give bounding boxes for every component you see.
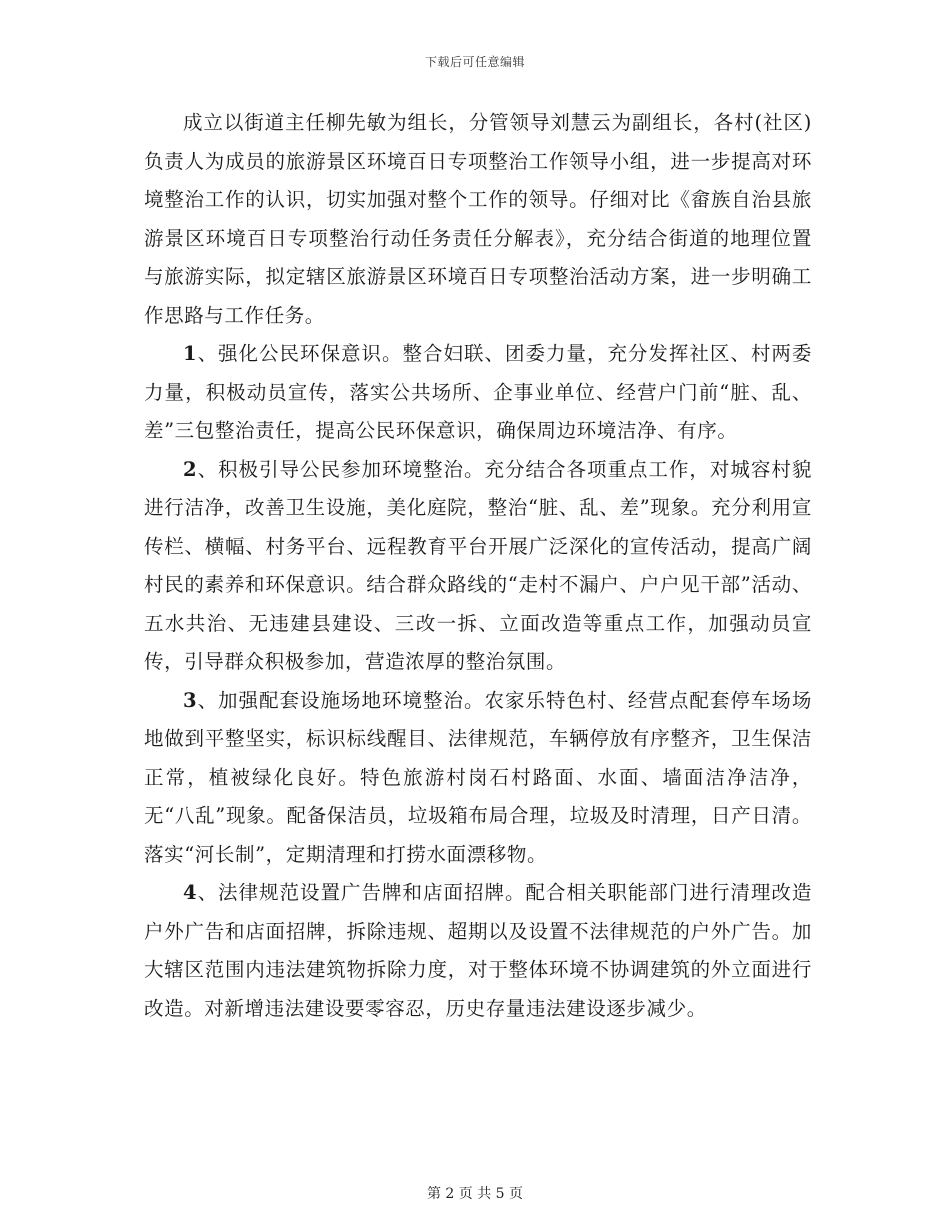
- paragraph-item-4: [144, 874, 812, 1028]
- item-number: 4: [183, 881, 198, 904]
- paragraph-text: 、强化公民环保意识。整合妇联、团委力量，充分发挥社区、村两委力量，积极动员宣传，落实公共场所、企事业单位、经营户门前“脏、乱、差”三包整治责任，提高公民环保意识，确保周边环境洁净、有序。: [144, 342, 812, 442]
- page-header: 下载后可任意编辑: [424, 55, 525, 69]
- item-number: 1: [183, 342, 198, 365]
- paragraph-item-3: [144, 682, 812, 875]
- paragraph-item-1: [144, 335, 812, 451]
- item-number: 2: [183, 457, 198, 481]
- paragraph-text: 、法律规范设置广告牌和店面招牌。配合相关职能部门进行清理改造户外广告和店面招牌，拆除违规、超期以及设置不法律规范的户外广告。加大辖区范围内违法建筑物拆除力度，对于整体环境不协调建筑的外立面进行改造。对新增违法建设要零容忍，历史存量违法建设逐步减少。: [144, 881, 812, 1020]
- paragraph-intro: [144, 104, 812, 335]
- paragraph-text: 成立以街道主任柳先敏为组长，分管领导刘慧云为副组长，各村(社区)负责人为成员的旅游景区环境百日专项整治工作领导小组，进一步提高对环境整治工作的认识，切实加强对整个工作的领导。仔细对比《畲族自治县旅游景区环境百日专项整治行动任务责任分解表》，充分结合街道的地理位置与旅游实际，拟定辖区旅游景区环境百日专项整治活动方案，进一步明确工作思路与工作任务。: [144, 111, 812, 327]
- paragraph-item-2: [144, 451, 812, 682]
- paragraph-text: 、积极引导公民参加环境整治。充分结合各项重点工作，对城容村貌进行洁净，改善卫生设施，美化庭院，整治“脏、乱、差”现象。充分利用宣传栏、横幅、村务平台、远程教育平台开展广泛深化的宣传活动，提高广阔村民的素养和环保意识。结合群众路线的“走村不漏户、户户见干部”活动、五水共治、无违建县建设、三改一拆、立面改造等重点工作，加强动员宣传，引导群众积极参加，营造浓厚的整治氛围。: [144, 457, 812, 673]
- document-body: [144, 104, 812, 1028]
- item-number: 3: [183, 688, 198, 712]
- page-footer: 第 2 页 共 5 页: [426, 1186, 524, 1202]
- paragraph-text: 、加强配套设施场地环境整治。农家乐特色村、经营点配套停车场场地做到平整坚实，标识标线醒目、法律规范，车辆停放有序整齐，卫生保洁正常，植被绿化良好。特色旅游村岗石村路面、水面、墙面洁净洁净，无“八乱”现象。配备保洁员，垃圾箱布局合理，垃圾及时清理，日产日清。落实“河长制”，定期清理和打捞水面漂移物。: [144, 688, 812, 866]
